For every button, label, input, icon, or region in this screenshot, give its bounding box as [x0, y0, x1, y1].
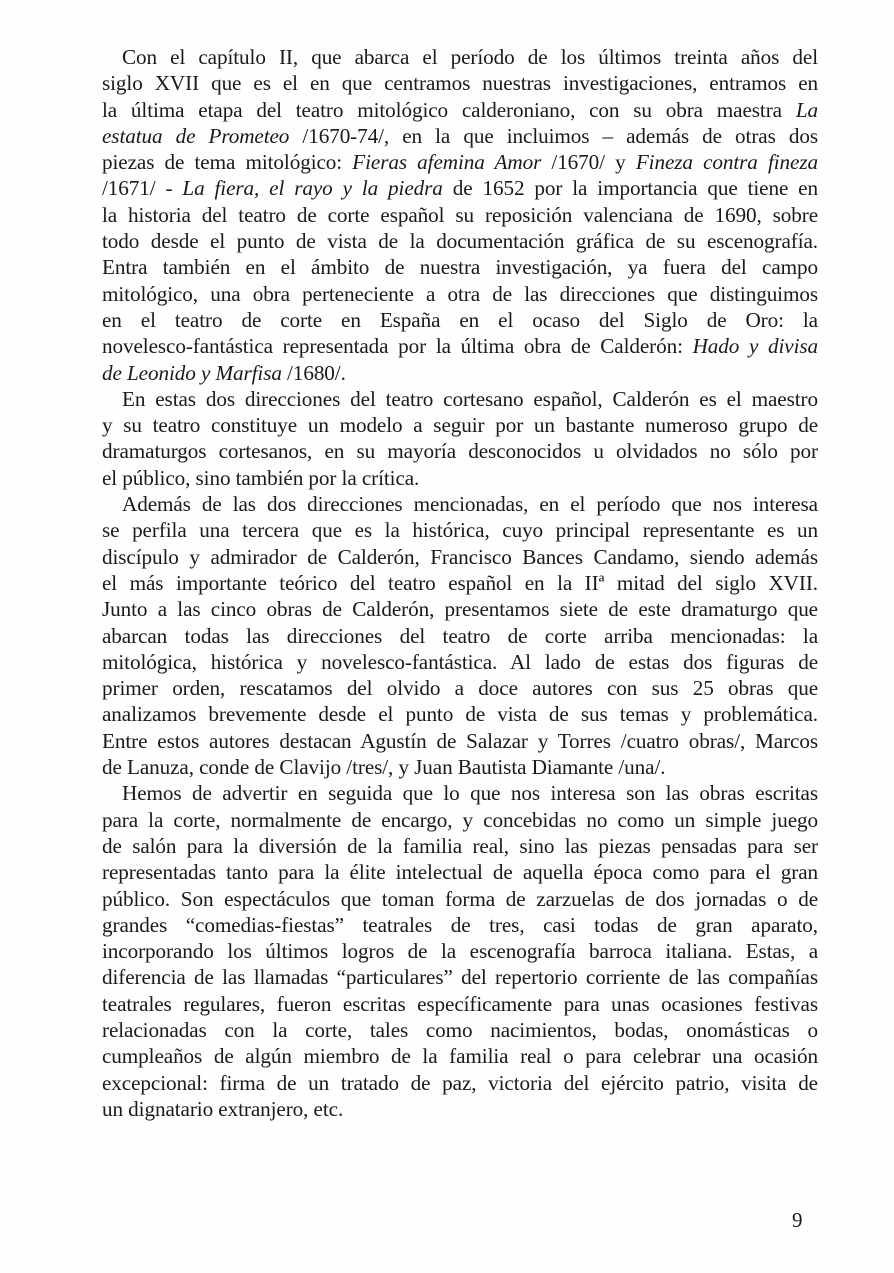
text-line	[102, 807, 818, 833]
italic-title: La	[795, 97, 818, 122]
text-line	[102, 123, 818, 149]
italic-title: Fieras afemina Amor	[352, 150, 542, 175]
text-run: Junto a las cinco obras de Calderón, presentamos siete de este dramaturgo que	[102, 597, 818, 622]
text-line	[102, 1043, 818, 1069]
text-run: la última etapa del teatro mitológico calderoniano, con su obra maestra	[102, 97, 796, 122]
text-run: el más importante teórico del teatro español en la IIª mitad del siglo XVII.	[102, 570, 818, 595]
text-line	[102, 912, 818, 938]
paragraph	[102, 386, 818, 491]
italic-title: estatua de Prometeo	[102, 123, 290, 148]
text-line	[102, 570, 818, 596]
italic-title: La fiera, el rayo y la piedra	[182, 176, 443, 201]
text-run: Entre estos autores destacan Agustín de Salazar y Torres /cuatro obras/, Marcos	[102, 728, 818, 753]
text-run: de Lanuza, conde de Clavijo /tres/, y Juan Bautista Diamante /una/.	[102, 755, 666, 780]
paragraph	[102, 491, 818, 780]
text-line	[102, 412, 818, 438]
text-run: dramaturgos cortesanos, en su mayoría desconocidos u olvidados no sólo por	[102, 439, 818, 464]
text-line	[102, 544, 818, 570]
text-run: Con el capítulo II, que abarca el período de los últimos treinta años del	[122, 45, 818, 69]
text-run: diferencia de las llamadas “particulares” del repertorio corriente de las compañías	[102, 965, 818, 990]
italic-title: de Leonido y Marfisa	[102, 360, 282, 385]
text-line	[102, 964, 818, 990]
text-run: /1680/.	[281, 360, 346, 385]
text-run: /1670/ y	[541, 150, 636, 175]
text-line	[102, 97, 818, 123]
text-run: la historia del teatro de corte español su reposición valenciana de 1690, sobre	[102, 202, 818, 227]
text-line	[102, 780, 818, 806]
text-run: se perfila una tercera que es la histórica, cuyo principal representante es un	[102, 518, 818, 543]
text-line	[102, 649, 818, 675]
text-line	[102, 44, 818, 70]
text-line	[102, 307, 818, 333]
page-number: 9	[792, 1208, 803, 1232]
text-run: representadas tanto para la élite intelectual de aquella época como para el gran	[102, 860, 818, 885]
italic-title: Fineza contra fineza	[635, 150, 818, 175]
text-line	[102, 754, 818, 780]
text-line	[102, 517, 818, 543]
text-line	[102, 596, 818, 622]
text-line	[102, 491, 818, 517]
text-run: todo desde el punto de vista de la documentación gráfica de su escenografía.	[102, 229, 818, 254]
text-line	[102, 1096, 818, 1122]
text-run: mitológico, una obra perteneciente a otra de las direcciones que distinguimos	[102, 281, 818, 306]
text-line	[102, 175, 818, 201]
text-line	[102, 281, 818, 307]
text-line	[102, 833, 818, 859]
text-run: de salón para la diversión de la familia real, sino las piezas pensadas para ser	[102, 833, 818, 858]
text-run: público. Son espectáculos que toman forma de zarzuelas de dos jornadas o de	[102, 886, 818, 911]
text-line	[102, 675, 818, 701]
text-run: grandes “comedias-fiestas” teatrales de tres, casi todas de gran aparato,	[102, 912, 818, 937]
text-run: /1670-74/, en la que incluimos – además de otras dos	[289, 123, 818, 148]
text-run: analizamos brevemente desde el punto de vista de sus temas y problemática.	[102, 702, 818, 727]
text-line	[102, 254, 818, 280]
text-line	[102, 360, 818, 386]
text-line	[102, 701, 818, 727]
text-line	[102, 1017, 818, 1043]
text-run: excepcional: firma de un tratado de paz, victoria del ejército patrio, visita de	[102, 1070, 818, 1095]
text-line	[102, 438, 818, 464]
text-run: primer orden, rescatamos del olvido a doce autores con sus 25 obras que	[102, 676, 818, 701]
text-line	[102, 623, 818, 649]
text-line	[102, 70, 818, 96]
text-line	[102, 991, 818, 1017]
text-run: teatrales regulares, fueron escritas específicamente para unas ocasiones festivas	[102, 991, 818, 1016]
text-run: Hemos de advertir en seguida que lo que nos interesa son las obras escritas	[122, 781, 818, 806]
paragraph	[102, 44, 818, 386]
text-run: novelesco-fantástica representada por la última obra de Calderón:	[102, 334, 693, 359]
text-run: y su teatro constituye un modelo a seguir por un bastante numeroso grupo de	[102, 413, 818, 438]
text-line	[102, 728, 818, 754]
body-text	[102, 44, 818, 1122]
text-line	[102, 228, 818, 254]
text-run: siglo XVII que es el en que centramos nuestras investigaciones, entramos en	[102, 71, 818, 96]
text-run: /1671/ -	[102, 176, 183, 201]
text-run: piezas de tema mitológico:	[102, 150, 353, 175]
text-run: discípulo y admirador de Calderón, Francisco Bances Candamo, siendo además	[102, 544, 818, 569]
text-run: En estas dos direcciones del teatro cortesano español, Calderón es el maestro	[122, 386, 818, 411]
paragraph	[102, 780, 818, 1122]
text-run: Entra también en el ámbito de nuestra investigación, ya fuera del campo	[102, 255, 818, 280]
text-line	[102, 149, 818, 175]
italic-title: Hado y divisa	[692, 334, 818, 359]
text-line	[102, 202, 818, 228]
text-run: para la corte, normalmente de encargo, y concebidas no como un simple juego	[102, 807, 818, 832]
text-run: incorporando los últimos logros de la escenografía barroca italiana. Estas, a	[102, 939, 818, 964]
text-run: el público, sino también por la crítica.	[102, 465, 420, 490]
text-run: cumpleaños de algún miembro de la familia real o para celebrar una ocasión	[102, 1044, 818, 1069]
text-run: mitológica, histórica y novelesco-fantástica. Al lado de estas dos figuras de	[102, 649, 818, 674]
text-run: abarcan todas las direcciones del teatro de corte arriba mencionadas: la	[102, 623, 818, 648]
text-run: relacionadas con la corte, tales como nacimientos, bodas, onomásticas o	[102, 1017, 818, 1042]
text-line	[102, 938, 818, 964]
text-line	[102, 386, 818, 412]
text-run: de 1652 por la importancia que tiene en	[442, 176, 818, 201]
text-line	[102, 859, 818, 885]
text-run: un dignatario extranjero, etc.	[102, 1096, 344, 1121]
text-line	[102, 465, 818, 491]
text-line	[102, 1070, 818, 1096]
text-run: Además de las dos direcciones mencionadas, en el período que nos interesa	[122, 492, 818, 517]
text-line	[102, 886, 818, 912]
text-run: en el teatro de corte en España en el ocaso del Siglo de Oro: la	[102, 307, 818, 332]
text-line	[102, 333, 818, 359]
